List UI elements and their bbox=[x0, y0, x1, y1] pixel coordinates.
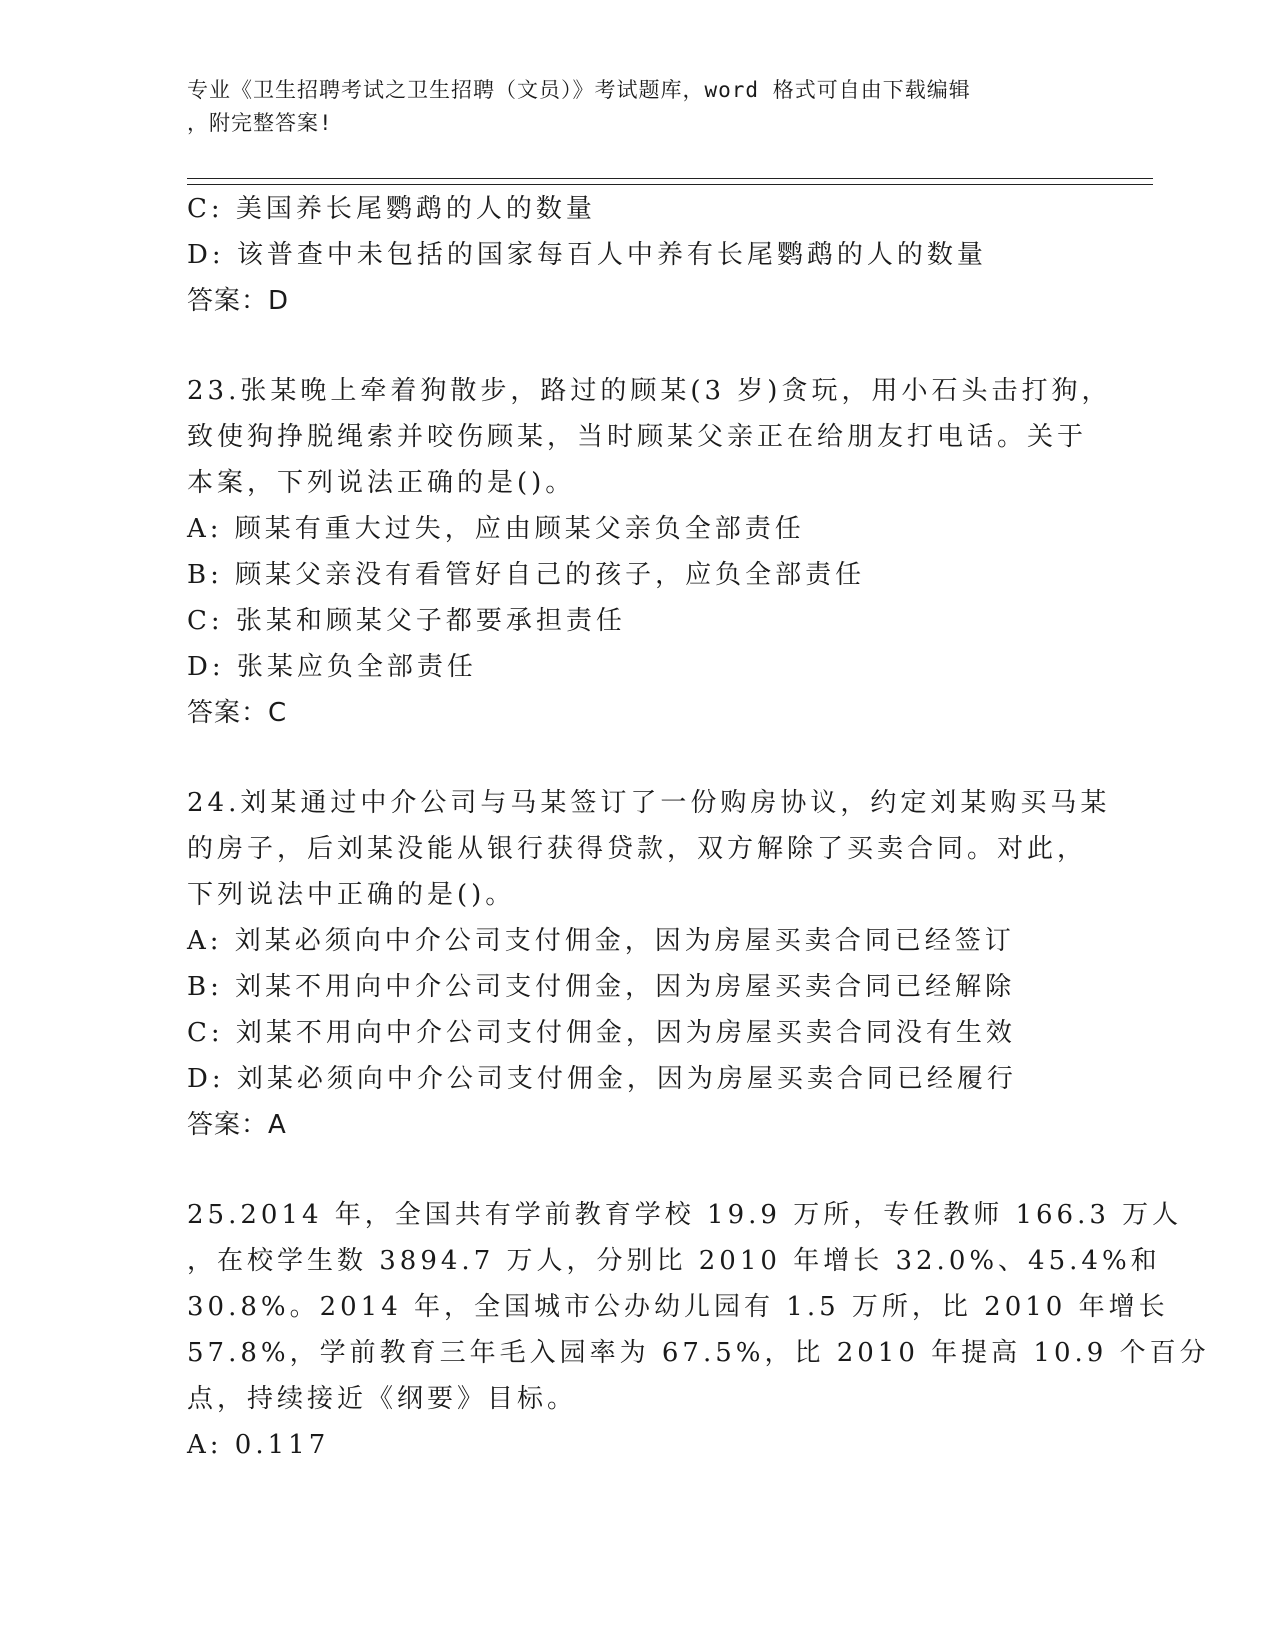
option-d: D: 刘某必须向中介公司支付佣金，因为房屋买卖合同已经履行 bbox=[187, 1064, 1017, 1094]
question-22-tail bbox=[187, 186, 1087, 324]
option-a: A: 刘某必须向中介公司支付佣金，因为房屋买卖合同已经签订 bbox=[187, 926, 1015, 956]
answer-line: 答案：C bbox=[187, 698, 288, 728]
spacer bbox=[187, 324, 1087, 368]
option-d: D: 张某应负全部责任 bbox=[187, 652, 477, 682]
header-line: 专业《卫生招聘考试之卫生招聘（文员）》考试题库，word 格式可自由下载编辑 bbox=[187, 78, 971, 102]
question-stem: 的房子，后刘某没能从银行获得贷款，双方解除了买卖合同。对此， bbox=[187, 834, 1088, 864]
option-a: A: 顾某有重大过失，应由顾某父亲负全部责任 bbox=[187, 514, 805, 544]
option-d: D: 该普查中未包括的国家每百人中养有长尾鹦鹉的人的数量 bbox=[187, 240, 987, 270]
question-23 bbox=[187, 368, 1112, 736]
header-line: ，附完整答案! bbox=[187, 111, 333, 135]
question-stem: 24.刘某通过中介公司与马某签订了一份购房协议，约定刘某购买马某 bbox=[187, 788, 1111, 818]
question-25 bbox=[187, 1192, 1210, 1468]
question-stem: 点，持续接近《纲要》目标。 bbox=[187, 1384, 578, 1414]
document-header bbox=[187, 74, 1067, 140]
option-a: A: 0.117 bbox=[187, 1430, 330, 1460]
header-divider bbox=[187, 184, 1153, 185]
question-stem: 本案，下列说法正确的是()。 bbox=[187, 468, 576, 498]
header-divider bbox=[187, 178, 1153, 179]
option-c: C: 刘某不用向中介公司支付佣金，因为房屋买卖合同没有生效 bbox=[187, 1018, 1016, 1048]
answer-line: 答案：D bbox=[187, 286, 290, 316]
spacer bbox=[187, 1148, 1087, 1192]
question-stem: 下列说法中正确的是()。 bbox=[187, 880, 516, 910]
option-b: B: 顾某父亲没有看管好自己的孩子，应负全部责任 bbox=[187, 560, 866, 590]
answer-line: 答案：A bbox=[187, 1110, 287, 1140]
question-stem: 25.2014 年，全国共有学前教育学校 19.9 万所，专任教师 166.3 万人 bbox=[187, 1200, 1183, 1230]
document-body bbox=[187, 186, 1210, 1468]
spacer bbox=[187, 736, 1087, 780]
question-24 bbox=[187, 780, 1111, 1148]
option-b: B: 刘某不用向中介公司支付佣金，因为房屋买卖合同已经解除 bbox=[187, 972, 1016, 1002]
question-stem: 30.8%。2014 年，全国城市公办幼儿园有 1.5 万所，比 2010 年增长 bbox=[187, 1292, 1169, 1322]
option-c: C: 美国养长尾鹦鹉的人的数量 bbox=[187, 194, 596, 224]
question-stem: ，在校学生数 3894.7 万人，分别比 2010 年增长 32.0%、45.4%和 bbox=[187, 1246, 1161, 1276]
question-stem: 57.8%，学前教育三年毛入园率为 67.5%，比 2010 年提高 10.9 个百分 bbox=[187, 1338, 1210, 1368]
option-c: C: 张某和顾某父子都要承担责任 bbox=[187, 606, 626, 636]
question-stem: 23.张某晚上牵着狗散步，路过的顾某(3 岁)贪玩，用小石头击打狗， bbox=[187, 376, 1112, 406]
question-stem: 致使狗挣脱绳索并咬伤顾某，当时顾某父亲正在给朋友打电话。关于 bbox=[187, 422, 1088, 452]
